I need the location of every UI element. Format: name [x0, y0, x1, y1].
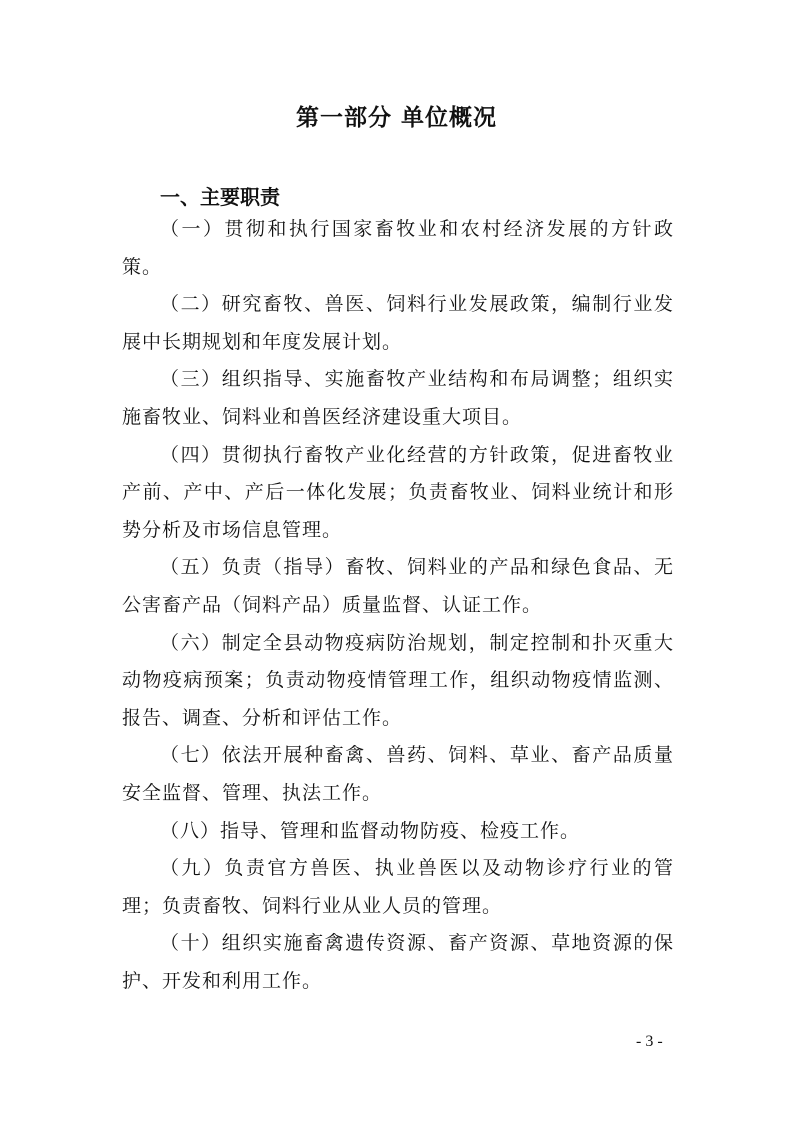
paragraph-duty-2: （二）研究畜牧、兽医、饲料行业发展政策，编制行业发展中长期规划和年度发展计划。 — [122, 293, 674, 353]
paragraph-duty-4: （四）贯彻执行畜牧产业化经营的方针政策，促进畜牧业产前、产中、产后一体化发展；负责畜牧业、饲料业统计和形势分析及市场信息管理。 — [122, 443, 674, 541]
paragraph-duty-5: （五）负责（指导）畜牧、饲料业的产品和绿色食品、无公害畜产品（饲料产品）质量监督、认证工作。 — [122, 556, 674, 616]
paragraph-duty-7: （七）依法开展种畜禽、兽药、饲料、草业、畜产品质量安全监督、管理、执法工作。 — [122, 744, 674, 804]
paragraph-duty-8: （八）指导、管理和监督动物防疫、检疫工作。 — [160, 819, 581, 842]
page-number: - 3 - — [636, 1033, 663, 1050]
document-body — [122, 211, 674, 1000]
paragraph-duty-6: （六）制定全县动物疫病防治规划，制定控制和扑灭重大动物疫病预案；负责动物疫情管理工作，组织动物疫情监测、报告、调查、分析和评估工作。 — [122, 631, 674, 729]
paragraph-duty-9: （九）负责官方兽医、执业兽医以及动物诊疗行业的管理；负责畜牧、饲料行业从业人员的管理。 — [122, 857, 674, 917]
section-heading: 一、主要职责 — [160, 185, 280, 209]
page-title: 第一部分 单位概况 — [295, 105, 497, 131]
paragraph-duty-10: （十）组织实施畜禽遗传资源、畜产资源、草地资源的保护、开发和利用工作。 — [122, 932, 674, 992]
paragraph-duty-3: （三）组织指导、实施畜牧产业结构和布局调整；组织实施畜牧业、饲料业和兽医经济建设重大项目。 — [122, 368, 674, 428]
paragraph-duty-1: （一）贯彻和执行国家畜牧业和农村经济发展的方针政策。 — [122, 218, 674, 278]
